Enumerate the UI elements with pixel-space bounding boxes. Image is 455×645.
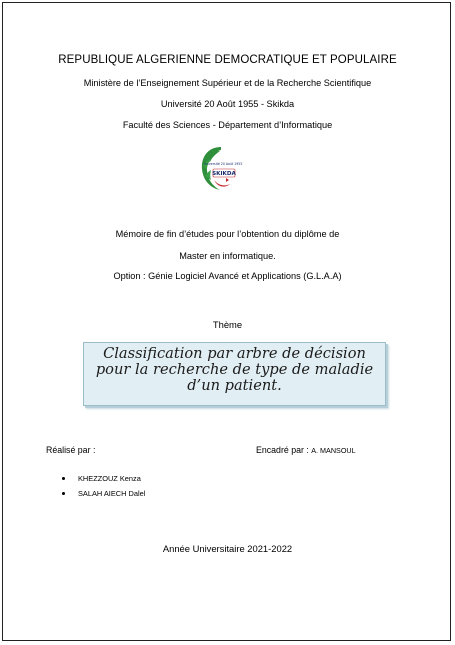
theme-box <box>83 342 386 406</box>
faculty-name: Faculté des Sciences - Département d’Informatique <box>122 120 333 130</box>
university-name: Université 20 Août 1955 - Skikda <box>160 99 295 109</box>
encadre-label: Encadré par : <box>256 445 309 455</box>
theme-title: Classification par arbre de décision pour la recherche de type de maladie d’un patient. <box>95 345 374 394</box>
encadre-block <box>256 445 356 455</box>
country-name: REPUBLIQUE ALGERIENNE DEMOCRATIQUE ET POPULAIRE <box>58 54 397 66</box>
ministry-name: Ministère de l’Enseignement Supérieur et de la Recherche Scientifique <box>83 78 372 88</box>
seal-top-text: Université 20 Août 1955 <box>203 162 243 166</box>
students-list <box>62 471 145 501</box>
supervisor-name: A. MANSOUL <box>311 446 356 455</box>
academic-year: Année Universitaire 2021-2022 <box>162 543 293 554</box>
list-item: SALAH AIECH Dalel <box>62 486 145 501</box>
university-seal-icon <box>198 144 244 196</box>
memoire-line-2: Master en informatique. <box>179 251 276 261</box>
memoire-option: Option : Génie Logiciel Avancé et Applications (G.L.A.A) <box>113 271 342 281</box>
realise-label: Réalisé par : <box>46 445 96 455</box>
memoire-line-1: Mémoire de fin d’études pour l’obtention du diplôme de <box>115 229 340 239</box>
seal-name-text: SKIKDA <box>212 171 236 178</box>
list-item: KHEZZOUZ Kenza <box>62 471 145 486</box>
theme-label: Thème <box>212 319 243 330</box>
